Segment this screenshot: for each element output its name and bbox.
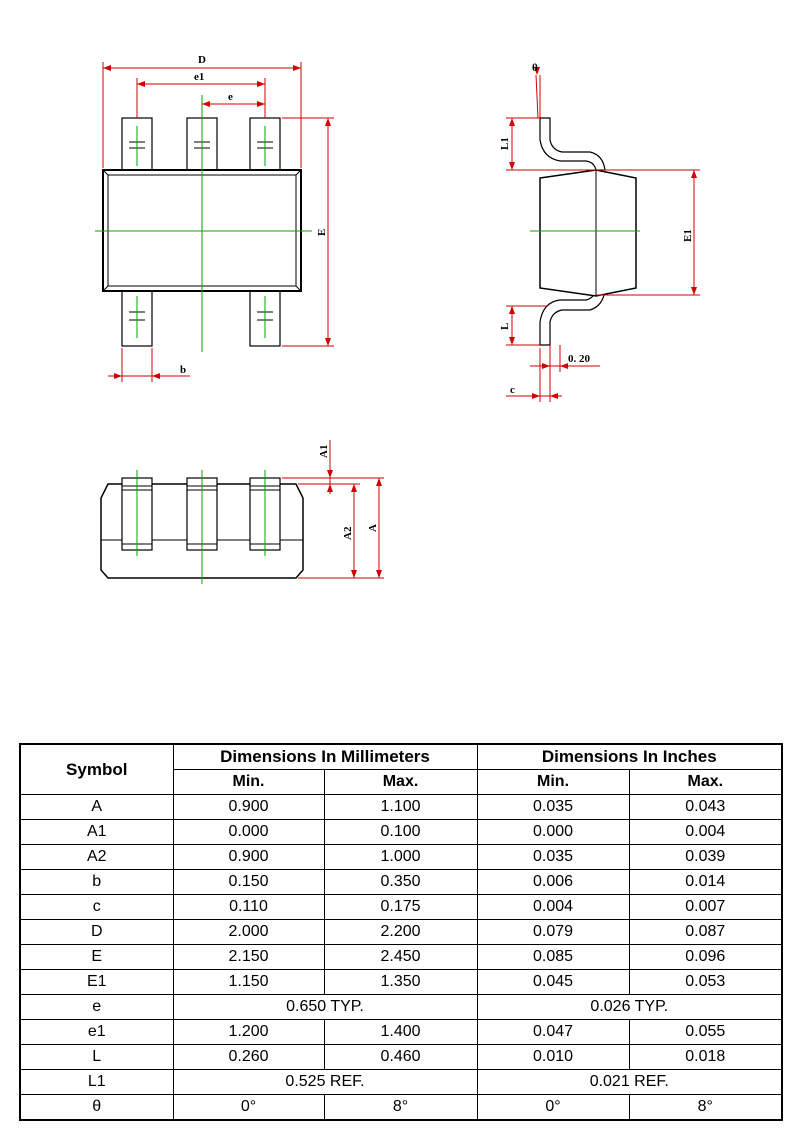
symbol-cell: θ — [20, 1095, 173, 1121]
mm-max-cell: 1.400 — [324, 1020, 477, 1045]
mm-max-cell: 1.350 — [324, 970, 477, 995]
symbol-cell: D — [20, 920, 173, 945]
dim-label-E1: E1 — [682, 229, 694, 242]
dim-label-A2: A2 — [342, 526, 354, 540]
mm-min-cell: 0.150 — [173, 870, 324, 895]
in-min-cell: 0.000 — [477, 820, 629, 845]
mm-max-cell: 0.100 — [324, 820, 477, 845]
mm-min-cell: 2.150 — [173, 945, 324, 970]
in-min-cell: 0.035 — [477, 845, 629, 870]
in-max-header: Max. — [629, 770, 782, 795]
table-row — [20, 1070, 782, 1095]
symbol-cell: b — [20, 870, 173, 895]
table-row — [20, 845, 782, 870]
dim-label-A: A — [367, 524, 379, 532]
inch-header: Dimensions In Inches — [477, 744, 782, 770]
dim-label-e1: e1 — [194, 71, 205, 83]
table-row — [20, 795, 782, 820]
in-min-cell: 0.045 — [477, 970, 629, 995]
mm-typ-cell: 0.525 REF. — [173, 1070, 477, 1095]
in-max-cell: 0.087 — [629, 920, 782, 945]
symbol-cell: e1 — [20, 1020, 173, 1045]
dim-label-gauge: 0. 20 — [568, 353, 590, 365]
table-row — [20, 1045, 782, 1070]
in-max-cell: 0.018 — [629, 1045, 782, 1070]
mm-min-cell: 0.900 — [173, 845, 324, 870]
symbol-header: Symbol — [20, 744, 173, 795]
in-max-cell: 8° — [629, 1095, 782, 1121]
in-typ-cell: 0.021 REF. — [477, 1070, 782, 1095]
dim-label-D: D — [198, 54, 206, 66]
mm-max-cell: 1.000 — [324, 845, 477, 870]
mm-header: Dimensions In Millimeters — [173, 744, 477, 770]
mm-typ-cell: 0.650 TYP. — [173, 995, 477, 1020]
in-min-cell: 0.006 — [477, 870, 629, 895]
in-max-cell: 0.014 — [629, 870, 782, 895]
in-max-cell: 0.096 — [629, 945, 782, 970]
symbol-cell: E1 — [20, 970, 173, 995]
mm-min-cell: 0.260 — [173, 1045, 324, 1070]
side-body — [540, 170, 636, 296]
mm-min-cell: 0° — [173, 1095, 324, 1121]
in-typ-cell: 0.026 TYP. — [477, 995, 782, 1020]
table-row — [20, 1095, 782, 1121]
mm-min-header: Min. — [173, 770, 324, 795]
in-max-cell: 0.004 — [629, 820, 782, 845]
in-min-cell: 0.004 — [477, 895, 629, 920]
mm-min-cell: 1.150 — [173, 970, 324, 995]
dim-label-theta: θ — [532, 62, 538, 74]
mm-max-cell: 0.350 — [324, 870, 477, 895]
table-row — [20, 895, 782, 920]
mm-min-cell: 0.110 — [173, 895, 324, 920]
symbol-cell: A1 — [20, 820, 173, 845]
bottom-leads — [122, 290, 280, 346]
table-row — [20, 820, 782, 845]
in-max-cell: 0.007 — [629, 895, 782, 920]
dim-label-A1: A1 — [318, 444, 330, 458]
dim-label-L: L — [499, 322, 511, 330]
mm-max-cell: 8° — [324, 1095, 477, 1121]
table-row — [20, 970, 782, 995]
symbol-cell: A2 — [20, 845, 173, 870]
table-row — [20, 945, 782, 970]
symbol-cell: L — [20, 1045, 173, 1070]
table-row — [20, 995, 782, 1020]
side-view — [499, 62, 700, 402]
mm-max-cell: 1.100 — [324, 795, 477, 820]
symbol-cell: c — [20, 895, 173, 920]
symbol-cell: L1 — [20, 1070, 173, 1095]
mm-min-cell: 2.000 — [173, 920, 324, 945]
symbol-cell: E — [20, 945, 173, 970]
mm-min-cell: 0.000 — [173, 820, 324, 845]
in-min-cell: 0.085 — [477, 945, 629, 970]
in-max-cell: 0.039 — [629, 845, 782, 870]
dim-label-L1: L1 — [499, 137, 511, 150]
mm-max-cell: 2.450 — [324, 945, 477, 970]
mm-max-cell: 2.200 — [324, 920, 477, 945]
top-leads — [122, 118, 280, 170]
table-row — [20, 870, 782, 895]
in-min-cell: 0.035 — [477, 795, 629, 820]
dim-label-e: e — [228, 91, 233, 103]
in-max-cell: 0.043 — [629, 795, 782, 820]
table-row — [20, 1020, 782, 1045]
in-max-cell: 0.053 — [629, 970, 782, 995]
dim-label-E: E — [316, 228, 328, 236]
front-view — [101, 440, 384, 584]
mm-min-cell: 1.200 — [173, 1020, 324, 1045]
symbol-cell: e — [20, 995, 173, 1020]
dim-label-b: b — [180, 364, 187, 376]
top-view — [95, 54, 334, 382]
symbol-cell: A — [20, 795, 173, 820]
in-min-header: Min. — [477, 770, 629, 795]
mm-max-cell: 0.175 — [324, 895, 477, 920]
mm-max-cell: 0.460 — [324, 1045, 477, 1070]
in-min-cell: 0.047 — [477, 1020, 629, 1045]
mm-max-header: Max. — [324, 770, 477, 795]
mm-min-cell: 0.900 — [173, 795, 324, 820]
in-min-cell: 0.079 — [477, 920, 629, 945]
in-min-cell: 0° — [477, 1095, 629, 1121]
dimensions-table — [19, 743, 783, 1121]
dim-label-c: c — [510, 384, 515, 396]
in-max-cell: 0.055 — [629, 1020, 782, 1045]
in-min-cell: 0.010 — [477, 1045, 629, 1070]
table-row — [20, 920, 782, 945]
